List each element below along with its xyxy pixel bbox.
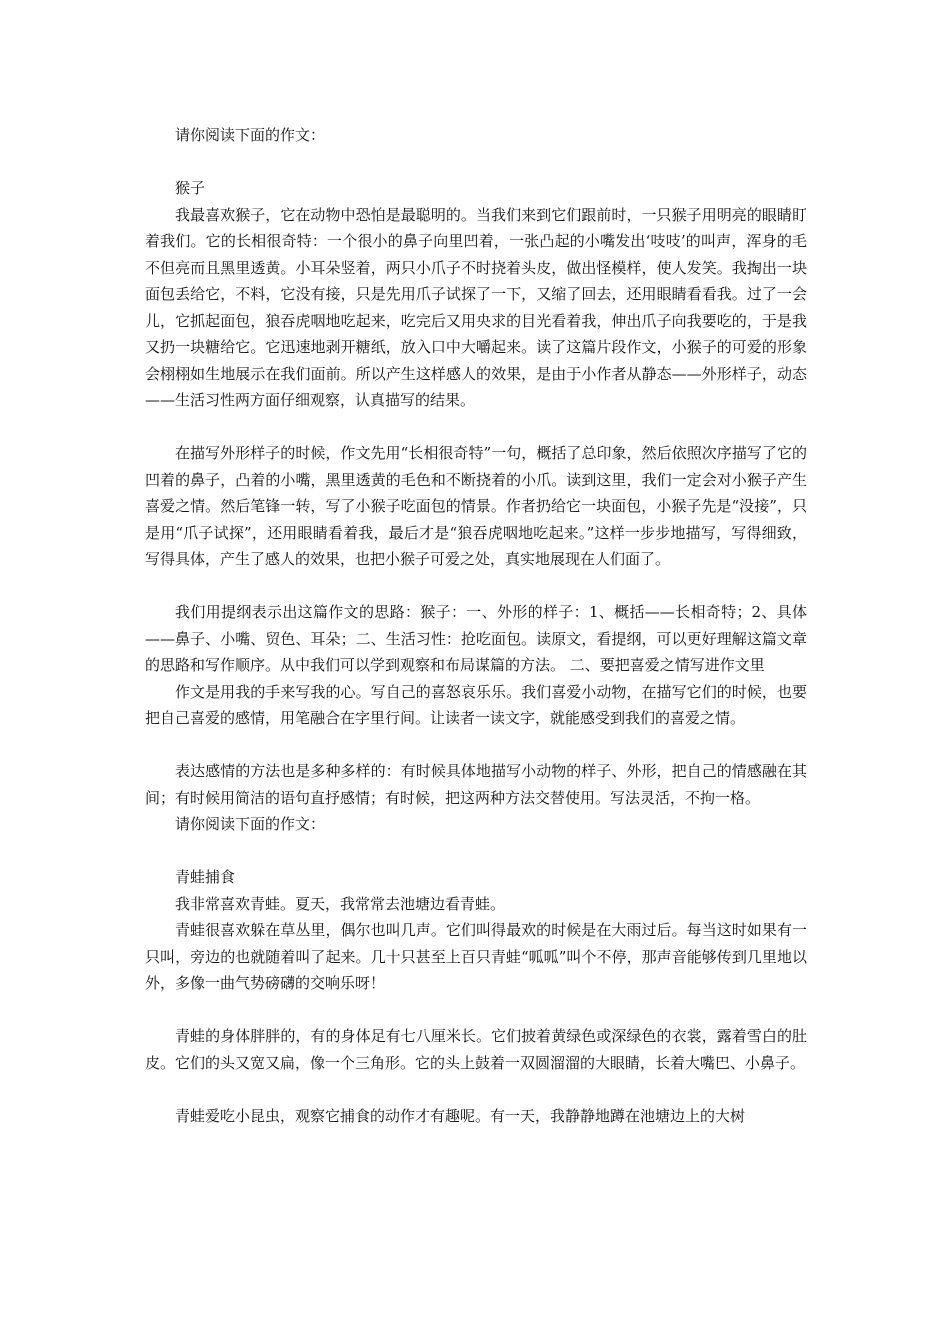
essay-title-frog: 青蛙捕食: [175, 868, 236, 886]
paragraph-gap: [145, 997, 807, 1024]
paragraph-frog-body: 青蛙的身体胖胖的，有的身体足有七八厘米长。它们披着黄绿色或深绿色的衣裳，露着雪白的肚皮。它们的头又宽又扁，像一个三角形。它的头上鼓着一双圆溜溜的大眼睛，长着大嘴巴、小鼻子。: [145, 1027, 807, 1072]
paragraph-prompt-2: 请你阅读下面的作文：: [175, 815, 326, 833]
paragraph-gap: [145, 1076, 807, 1103]
paragraph-frog-intro: 我非常喜欢青蛙。夏天，我常常去池塘边看青蛙。: [175, 894, 506, 913]
paragraph-gap: [145, 149, 807, 176]
paragraph-writing-heart: 作文是用我的手来写我的心。写自己的喜怒哀乐乐。我们喜爱小动物，在描写它们的时候，也要把自己喜爱的感情，用笔融合在字里行间。让读者一读文字，就能感受到我们的喜爱之情。: [145, 682, 807, 727]
paragraph-gap: [145, 838, 807, 865]
paragraph-gap: [145, 732, 807, 759]
paragraph-frog-croaking: 青蛙很喜欢躲在草丛里，偶尔也叫几声。它们叫得最欢的时候是在大雨过后。每当这时如果有一只叫，旁边的也就随着叫了起来。几十只甚至上百只青蛙“呱呱”叫个不停，那声音能够传到几里地以外，多像一曲气势磅礴的交响乐呀！: [145, 921, 807, 992]
document-body: [145, 122, 807, 1129]
paragraph-outline: 我们用提纲表示出这篇作文的思路：猴子：一、外形的样子：1、概括——长相奇特；2、具体——鼻子、小嘴、贸色、耳朵；二、生活习性：抢吃面包。读原文，看提纲，可以更好理解这篇文章的思路和写作顺序。从中我们可以学到观察和布局谋篇的方法。 二、要把喜爱之情写进作文里: [145, 603, 807, 674]
essay-title-monkey: 猴子: [175, 179, 206, 197]
paragraph-prompt-1: 请你阅读下面的作文：: [175, 126, 326, 144]
paragraph-gap: [145, 573, 807, 600]
paragraph-frog-hunting: 青蛙爱吃小昆虫，观察它捕食的动作才有趣呢。有一天，我静静地蹲在池塘边上的大树: [175, 1106, 746, 1125]
paragraph-analysis-appearance: 在描写外形样子的时候，作文先用“长相很奇特”一句，概括了总印象，然后依照次序描写了它的凹着的鼻子，凸着的小嘴，黑里透黄的毛色和不断挠着的小爪。读到这里，我们一定会对小猴子产生喜爱之情。然后笔锋一转，写了小猴子吃面包的情景。作者扔给它一块面包，小猴子先是“没接”，只是用“爪子试探”，还用眼睛看着我，最后才是“狼吞虎咽地吃起来。”这样一步步地描写，写得细致，写得具体，产生了感人的效果，也把小猴子可爱之处，真实地展现在人们面了。: [145, 444, 807, 568]
paragraph-expressing-feelings: 表达感情的方法也是多种多样的：有时候具体地描写小动物的样子、外形，把自己的情感融在其间；有时候用简洁的语句直抒感情；有时候，把这两种方法交替使用。写法灵活，不拘一格。: [145, 762, 807, 807]
paragraph-monkey-essay: 我最喜欢猴子，它在动物中恐怕是最聪明的。当我们来到它们跟前时，一只猴子用明亮的眼睛盯着我们。它的长相很奇特：一个很小的鼻子向里凹着，一张凸起的小嘴发出‘吱吱’的叫声，浑身的毛不但亮而且黑里透黄。小耳朵竖着，两只小爪子不时挠着头皮，做出怪模样，使人发笑。我掏出一块面包丢给它，不料，它没有接，只是先用爪子试探了一下，又缩了回去，还用眼睛看看我。过了一会儿，它抓起面包，狼吞虎咽地吃起来，吃完后又用央求的目光看着我，伸出爪子向我要吃的，于是我又扔一块糖给它。它迅速地剥开糖纸，放入口中大嚼起来。读了这篇片段作文，小猴子的可爱的形象会栩栩如生地展示在我们面前。所以产生这样感人的效果，是由于小作者从静态——外形样子，动态——生活习性两方面仔细观察，认真描写的结果。: [145, 205, 807, 409]
paragraph-gap: [145, 414, 807, 441]
